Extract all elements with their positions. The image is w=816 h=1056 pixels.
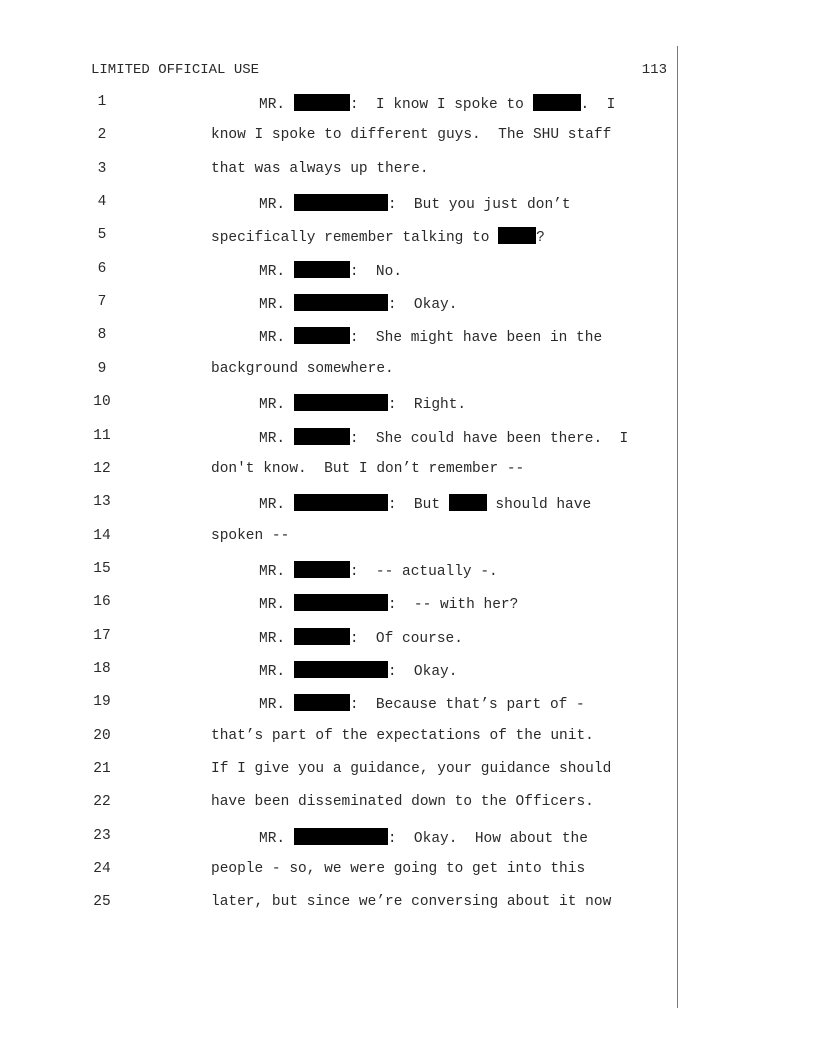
line-number: 15 [93,560,111,577]
text-segment: MR. [259,330,294,347]
redaction-box [294,428,350,445]
text-segment: later, but since we’re conversing about it now [211,894,612,911]
transcript-line [0,394,816,414]
line-text [259,628,463,647]
line-text [211,127,611,143]
text-segment: should have [486,497,592,514]
redaction-box [294,594,388,611]
text-segment: : -- with her? [387,597,519,614]
line-number: 4 [97,194,107,211]
line-number: 21 [93,761,111,777]
text-segment: MR. [259,830,294,847]
line-text [211,161,429,177]
text-segment: MR. [259,663,294,680]
text-segment: MR. [259,497,294,514]
text-segment: : But you just don’t [387,197,571,214]
redaction-box [294,828,388,845]
text-segment: If I give you a guidance, your guidance should [211,761,612,777]
text-segment: : Okay. How about the [387,830,588,847]
line-number: 12 [93,460,111,477]
transcript-line [0,461,816,481]
line-text [211,894,611,910]
text-segment: MR. [259,397,294,414]
line-text [211,227,545,246]
text-segment: spoken -- [211,527,290,544]
transcript-line [0,361,816,381]
line-number: 22 [93,794,111,811]
transcript-line [0,327,816,347]
line-text [211,761,611,777]
transcript-line [0,628,816,648]
line-text [259,261,402,280]
line-text [211,794,594,810]
text-segment: : -- actually -. [349,563,498,580]
line-text [211,861,585,877]
redaction-box [294,561,350,578]
text-segment: : No. [349,263,403,280]
page-number: 113 [641,62,667,78]
line-text [259,294,457,313]
redaction-box [294,394,388,411]
text-segment: specifically remember talking to [211,230,499,247]
transcript-line [0,261,816,281]
text-segment: . I [580,97,616,113]
redaction-box [294,261,350,278]
line-number: 23 [93,827,111,844]
transcript-line [0,761,816,781]
redaction-box [294,694,350,711]
line-text [259,694,585,713]
line-number: 16 [93,594,111,611]
transcript-line [0,661,816,681]
text-segment: MR. [259,297,294,314]
line-number: 25 [93,894,111,911]
line-number: 5 [97,227,107,244]
redaction-box [533,94,581,111]
line-number: 17 [93,627,111,644]
transcript-line [0,294,816,314]
transcript-line [0,194,816,214]
line-number: 11 [93,427,111,444]
transcript-line [0,227,816,247]
line-number: 13 [93,494,111,511]
line-number: 3 [97,160,107,177]
line-text [259,494,591,513]
transcript-line [0,728,816,748]
line-text [259,428,628,447]
text-segment: : I know I spoke to [349,97,533,113]
text-segment: : Of course. [349,630,463,647]
redaction-box [498,227,536,244]
transcript-line [0,694,816,714]
text-segment: MR. [259,630,294,647]
transcript-line [0,127,816,147]
text-segment: know I spoke to different guys. The SHU staff [211,127,612,144]
line-text [259,194,571,213]
transcript-line [0,894,816,914]
line-number: 10 [93,394,111,411]
text-segment: : She could have been there. I [349,430,629,447]
text-segment: MR. [259,563,294,580]
line-text [211,361,394,377]
redaction-box [294,327,350,344]
redaction-box [294,94,350,111]
text-segment: don't know. But I don’t remember -- [211,460,525,477]
text-segment: background somewhere. [211,360,394,377]
line-number: 1 [97,94,107,110]
line-number: 8 [97,327,107,344]
redaction-box [294,194,388,211]
line-text [259,327,602,346]
classification-header: LIMITED OFFICIAL USE [91,62,260,78]
transcript-line [0,828,816,848]
line-number: 19 [93,694,111,711]
line-text [259,394,466,413]
redaction-box [449,494,487,511]
line-number: 6 [97,260,107,277]
transcript-line [0,494,816,514]
transcript-line [0,428,816,448]
line-text [211,728,594,744]
line-number: 20 [93,727,111,744]
line-number: 7 [97,294,107,311]
line-text [259,594,518,613]
text-segment: that’s part of the expectations of the unit. [211,727,594,744]
line-text [259,94,615,113]
text-segment: MR. [259,430,294,447]
transcript-line [0,94,816,114]
text-segment: MR. [259,697,294,714]
line-number: 14 [93,527,111,544]
transcript-line [0,528,816,548]
transcript-line [0,594,816,614]
text-segment: MR. [259,197,294,214]
transcript-line [0,561,816,581]
text-segment: : Right. [387,397,467,414]
line-text [259,561,498,580]
text-segment: : Because that’s part of - [349,697,585,714]
text-segment: MR. [259,597,294,614]
text-segment: MR. [259,97,294,113]
line-text [259,828,588,847]
line-number: 2 [97,127,107,144]
text-segment: : She might have been in the [349,330,603,347]
text-segment: ? [536,230,545,247]
transcript-line [0,794,816,814]
line-text [259,661,457,680]
redaction-box [294,294,388,311]
transcript-line [0,161,816,181]
text-segment: : Okay. [387,297,458,314]
text-segment: : But [387,497,449,514]
redaction-box [294,661,388,678]
line-number: 9 [97,360,107,377]
text-segment: : Okay. [387,663,458,680]
line-number: 18 [93,660,111,677]
transcript-line [0,861,816,881]
line-text [211,461,524,477]
text-segment: MR. [259,263,294,280]
text-segment: have been disseminated down to the Officers. [211,794,594,811]
text-segment: that was always up there. [211,160,429,177]
redaction-box [294,494,388,511]
line-text [211,528,289,544]
text-segment: people - so, we were going to get into this [211,861,586,878]
redaction-box [294,628,350,645]
line-number: 24 [93,861,111,878]
